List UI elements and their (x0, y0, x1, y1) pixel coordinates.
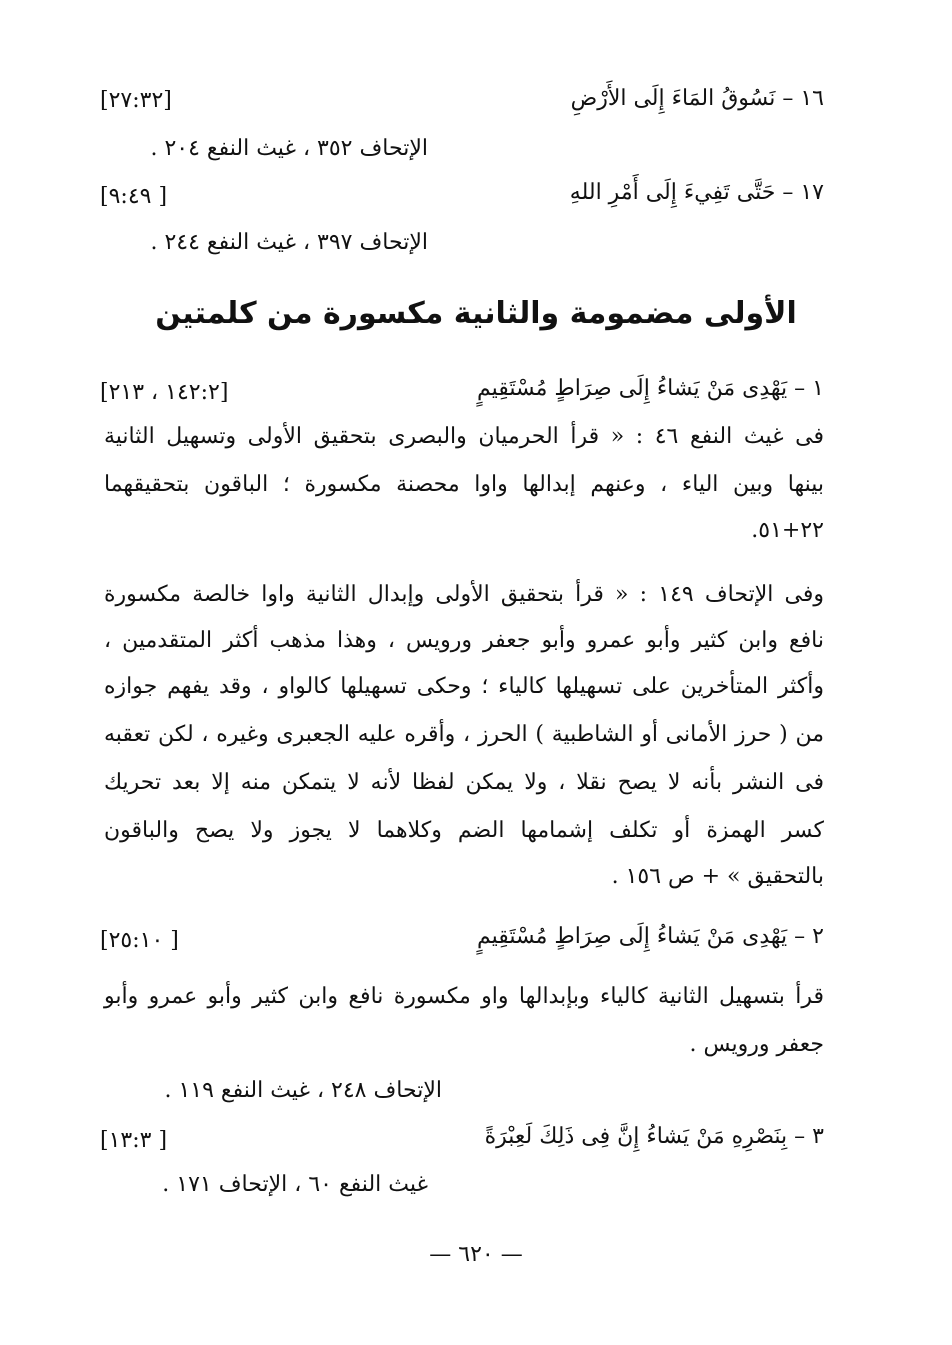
entry-3-sources: غيث النفع ٦٠ ، الإتحاف ١٧١ . (162, 1172, 428, 1197)
verse-17-sources: الإتحاف ٣٩٧ ، غيث النفع ٢٤٤ . (150, 230, 428, 255)
verse-16: ١٦ – نَسُوقُ المَاءَ إِلَى الأَرْضِ (570, 86, 824, 111)
page-number: — ٦٢٠ — (429, 1242, 523, 1267)
entry-1-verse: ١ – يَهْدِى مَنْ يَشاءُ إِلَى صِرَاطٍ مُسْتَقِيمٍ (476, 376, 824, 401)
entry-1-ithaf-line-7: بالتحقيق » + ص ١٥٦ . (611, 864, 824, 889)
entry-2-verse: ٢ – يَهْدِى مَنْ يَشاءُ إِلَى صِرَاطٍ مُسْتَقِيمٍ (476, 924, 824, 949)
entry-1-ithaf-line-6: كسر الهمزة أو تكلف إشمامها الضم وكلاهما لا يجوز ولا يصح والباقون (104, 818, 824, 843)
entry-1-ithaf-line-4: من ( حرز الأمانى أو الشاطبية ) الحرز ، وأقره عليه الجعبرى وغيره ، لكن تعقبه (104, 722, 824, 747)
entry-1-note-line-2: بينها وبين الياء ، وعنهم إبدالها واوا محصنة مكسورة ؛ الباقون بتحقيقهما (104, 472, 824, 497)
verse-16-reference: [٢٧:٣٢] (100, 88, 172, 113)
entry-3-reference: [١٣:٣ ] (100, 1128, 168, 1153)
entry-1-ithaf-line-5: فى النشر بأنه لا يصح نقلا ، ولا يمكن لفظا لأنه لا يتمكن منه إلا بعد تحريك (104, 770, 824, 795)
entry-3-verse: ٣ – بِنَصْرِهِ مَنْ يَشاءُ إِنَّ فِى ذَلِكَ لَعِبْرَةً (484, 1124, 824, 1149)
entry-1-note-line-3: ٢٢+٥١. (751, 518, 824, 543)
entry-1-note-line-1: فى غيث النفع ٤٦ : « قرأ الحرميان والبصرى بتحقيق الأولى وتسهيل الثانية (104, 424, 824, 449)
verse-16-sources: الإتحاف ٣٥٢ ، غيث النفع ٢٠٤ . (150, 136, 428, 161)
entry-1-ithaf-line-3: وأكثر المتأخرين على تسهيلها كالياء ؛ وحكى تسهيلها كالواو ، وقد يفهم جوازه (104, 674, 824, 699)
verse-17: ١٧ – حَتَّى تَفِيءَ إِلَى أَمْرِ اللهِ (569, 180, 824, 205)
verse-17-reference: [٩:٤٩ ] (100, 184, 168, 209)
entry-2-note-line-1: قرأ بتسهيل الثانية كالياء وبإبدالها واو مكسورة نافع وابن كثير وأبو عمرو وأبو (104, 984, 824, 1009)
entry-2-sources: الإتحاف ٢٤٨ ، غيث النفع ١١٩ . (164, 1078, 442, 1103)
entry-1-ithaf-line-1: وفى الإتحاف ١٤٩ : « قرأ بتحقيق الأولى وإبدال الثانية واوا خالصة مكسورة (104, 582, 824, 607)
entry-2-reference: [٢٥:١٠ ] (100, 928, 179, 953)
entry-2-note-line-2: جعفر ورويس . (689, 1032, 824, 1057)
entry-1-ithaf-line-2: نافع وابن كثير وأبو عمرو وأبو جعفر ورويس ، وهذا مذهب أكثر المتقدمين ، (104, 628, 824, 653)
section-heading: الأولى مضمومة والثانية مكسورة من كلمتين (155, 296, 797, 331)
entry-1-reference: [١٤٢:٢ ، ٢١٣] (100, 380, 229, 405)
